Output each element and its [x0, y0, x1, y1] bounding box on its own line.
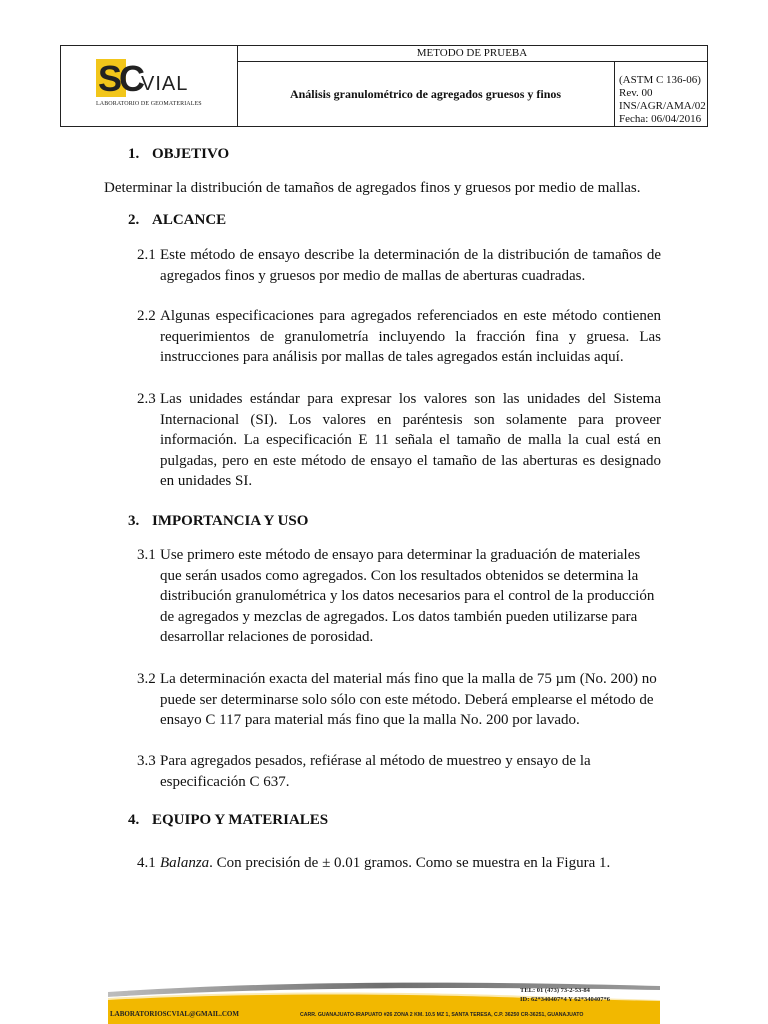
document-reference — [615, 62, 707, 126]
section-title: ALCANCE — [152, 212, 227, 228]
section-title: OBJETIVO — [152, 146, 230, 162]
item-number: 3.3 — [137, 753, 156, 769]
item-number: 3.1 — [137, 547, 156, 563]
section-heading-equipo — [128, 812, 328, 829]
logo-brand-vial: VIAL — [141, 73, 189, 95]
list-item — [137, 245, 661, 286]
section-heading-importancia — [128, 513, 308, 530]
section-heading-objetivo — [128, 146, 229, 163]
logo-cell — [61, 46, 238, 126]
logo-brand-sc: SC — [98, 58, 143, 99]
footer-id: ID: 62*340407*4 Y 62*340407*6 — [520, 996, 610, 1003]
document-title: Análisis granulométrico de agregados gruesos y finos — [237, 62, 615, 126]
section-number: 1. — [128, 146, 140, 162]
item-number: 2.1 — [137, 247, 156, 263]
scvial-logo — [96, 59, 216, 115]
item-number: 2.3 — [137, 391, 156, 407]
list-item — [137, 853, 661, 874]
document-date: Fecha: 06/04/2016 — [619, 113, 702, 125]
list-item — [137, 389, 661, 492]
section-heading-alcance — [128, 212, 226, 229]
footer-banner — [108, 978, 660, 1024]
item-text: Las unidades estándar para expresar los valores son las unidades del Sistema Internacional (SI). Los valores en paréntesis son solamente para proveer información. La especificación E 11 señala el tamaño de malla la cual está en pulgadas, pero en este método de ensayo el tamaño de las aberturas es designado en unidades SI. — [160, 391, 661, 489]
section-title: EQUIPO Y MATERIALES — [152, 812, 329, 828]
item-text: Este método de ensayo describe la determinación de la distribución de tamaños de agregados finos y gruesos por medio de mallas de aberturas cuadradas. — [160, 247, 661, 284]
item-text: Use primero este método de ensayo para determinar la graduación de materiales que serán usados como agregados. Con los resultados obtenidos se determina la distribución granulométrica y los datos necesarios para el control de la producción de agregados y mezclas de agregados. Los datos también pueden utilizarse para desarrollar relaciones de porosidad. — [160, 547, 655, 645]
footer-phone: TEL: 01 (473) 73-2-53-84 — [520, 987, 590, 994]
item-number: 3.2 — [137, 671, 156, 687]
logo-subtitle: LABORATORIO DE GEOMATERIALES — [96, 101, 202, 107]
document-code: INS/AGR/AMA/02 — [619, 100, 706, 112]
item-emphasis: Balanza — [160, 855, 210, 871]
item-text: Para agregados pesados, refiérase al método de muestreo y ensayo de la especificación C 637. — [160, 753, 591, 790]
objetivo-text: Determinar la distribución de tamaños de agregados finos y gruesos por medio de mallas. — [104, 180, 641, 196]
section-number: 3. — [128, 513, 140, 529]
item-number: 4.1 — [137, 855, 156, 871]
document-header-table — [60, 45, 708, 127]
revision: Rev. 00 — [619, 87, 653, 99]
item-text: La determinación exacta del material más fino que la malla de 75 µm (No. 200) no puede ser determinarse solo sólo con este método. Deberá emplearse el método de ensayo C 117 para material más fino que la malla No. 200 por lavado. — [160, 671, 657, 728]
item-text: Algunas especificaciones para agregados referenciados en este método contienen requerimientos de granulometría incluyendo la fracción fina y gruesa. Las instrucciones para análisis por mallas de tales agregados están incluidas aquí. — [160, 308, 661, 365]
section-number: 4. — [128, 812, 140, 828]
item-text-rest: . Con precisión de ± 0.01 gramos. Como se muestra en la Figura 1. — [209, 855, 611, 871]
footer-email: LABORATORIOSCVIAL@GMAIL.COM — [110, 1010, 239, 1018]
item-number: 2.2 — [137, 308, 156, 324]
method-label: METODO DE PRUEBA — [237, 46, 707, 62]
item-text — [160, 853, 661, 874]
section-title: IMPORTANCIA Y USO — [152, 513, 309, 529]
list-item — [137, 669, 661, 731]
list-item — [137, 306, 661, 368]
list-item — [137, 545, 661, 648]
footer-address: CARR. GUANAJUATO-IRAPUATO #26 ZONA 2 KM. 10.5 MZ 1, SANTA TERESA, C.P. 36250 CR-36251, GUANAJUATO — [300, 1012, 584, 1018]
section-number: 2. — [128, 212, 140, 228]
standard-code: (ASTM C 136-06) — [619, 74, 701, 86]
list-item — [137, 751, 661, 792]
